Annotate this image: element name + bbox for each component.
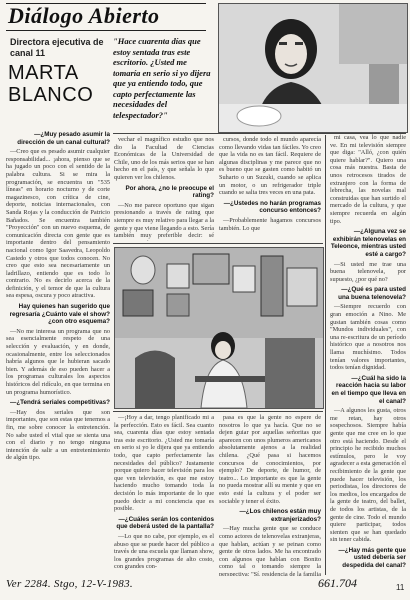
answer: mi casa, vea lo que nadie ve. En mi televisión siempre que diga: "Alló, ¿con quién quiere hablar?". Quiero una cosa más nuestra. Basta de unos retrocesos tirados de extranjero con la forma de lebrecha, las novelas mal construidas que han surtido el mercado de la cultura, y que siempre recuerda en algún tipo.	[330, 134, 406, 225]
question: —¿Alguna vez se exhibirán telenovelas en Teleonce, mientras usted esté a cargo?	[330, 228, 406, 258]
name-line-1: MARTA	[8, 62, 79, 84]
question: —¿Qué es para usted una buena telenovela?	[338, 286, 406, 301]
answer: —Siempre recuerdo con gran emoción a Nino. Me gustan también cosas como "Mundos individuales", con una re-escritura de un período histórico que a nosotros nos llama muchísimo. Todos tenían valores importantes, todos tenían dignidad.	[330, 303, 406, 372]
column-6	[219, 414, 321, 576]
question: Por ahora, ¿no le preocupe el rating?	[125, 184, 214, 200]
interviewee-name	[8, 62, 113, 106]
answer: —A algunos les gusta, otros me retan, hay otros sospechosos. Siempre había gente que me cree en lo que otro está haciendo. Desde el principio he recibido muchos estímulos, pero le voy agradecer a esta generación el recibimiento de la gente que puede hacer televisión, los periodistas, los directores de los medios, los encargados de la gente de teatro, del ballet, de todos los artistas, de la gente de cine. Todo el mundo quiere participar, todos sienten que se han quedado sin tener cabida.	[330, 407, 406, 544]
column-5	[114, 414, 214, 576]
page-number: 11	[396, 583, 405, 592]
answer: —Hay dos seriales que son importantes, que son estas que tenemos a fin, me sobre conocer la entretención. No sabe usted el vital que se sienta una con el diario y no tengo ninguna intención de salir a un entretenimiento de algún tipo.	[6, 408, 110, 462]
answer: cursos, donde todo el mundo aparecía como llevando vidas tan fáciles. Yo creo que la vida no es tan fácil. Requiere de algunas disciplinas y me parece que no es bueno que se gasten como habitó un Suharto o un Suzuki, cuando se aplica un motor, o un refrigerador triple cuando se salta tres veces en una pata.	[219, 136, 321, 197]
divider-bottom	[113, 411, 323, 412]
archive-code: 661.704	[318, 576, 357, 590]
section-title: Diálogo Abierto	[8, 3, 160, 28]
answer: —Lo que no cabe, por ejemplo, es el abuso que se puede hacer del público a través de una escuela que llaman show, los grandes programas de alto costo, con grandes con-	[114, 532, 214, 571]
column-1	[6, 128, 110, 576]
answer: vechar el magnífico estudio que nos dio la Facultad de Ciencias Económicas de la Universidad de Chile, uno de los más serios que se han hecho en el país, y que señala lo que quieren ver los chilenos.	[114, 136, 214, 181]
question: —¿Ustedes no harán programas concurso entonces?	[223, 199, 321, 215]
office-photo	[114, 247, 324, 409]
question: —¿Muy pesado asumir la dirección de un canal cultural?	[17, 131, 110, 146]
answer: —Creo que es pesado asumir cualquier responsabilidad... ¡ahora, pienso que se ha jugado un poco con el sentido de la palabra cultura. Si se mira la programación, se encuentra un "535 líneas" en horario nocturno y de corte magazinesco, con crítica de cine, deporte, noticias internacionales, con Sanda Rojas y la conducción de Patricio Bañados. Se encuentra también "Proyección" con un nuevo esquema, de comunicación directa con gente que es importante dentro del pensamiento nacional como Igor Saavedra, Leopoldo Castedo y otros que todos conocen. No creo que esto sea necesariamente un ladrillazo, entiendo que es todo lo contrario. No es decirlo acerca de la definición, y el temor de que la cultura sea espesa, oscura y poco atractiva.	[6, 148, 110, 300]
question: Hay quienes han sugerido que regresaría ¿Cuánto vale el show? ¿con otro esquema?	[9, 303, 110, 326]
question: —¿Cuál ha sido la reacción hacia su labor en el tiempo que lleva en el canal?	[331, 374, 406, 405]
answer: —Hay mucha gente que se conduce como actores de telenovelas extranjeras, que hablan, actúan y se peinan como gente de otros lados. Me ha encontrado con algunos que hablan con Bonito como tal o tomando siempre la perspectiva: "Sí, residencia de la familia	[219, 525, 321, 576]
column-2	[114, 136, 214, 241]
column-3	[219, 136, 321, 241]
question: —¿Hay más gente que usted debería ser despedida del canal?	[338, 546, 406, 570]
question: —¿Los chilenos están muy extranjerizados?	[239, 508, 321, 523]
answer: pasa es que la gente no espere de nosotros lo que ya hacía. Que no se dejen guiar por aquellas señoritas que aparecen con unos plumeros americanos absolutamente ajenos a la realidad chilena. ¿Qué pasa si hacemos concursos de conocimientos, por ejemplo? De deporte, de humor, de teatro... Lo importante es que la gente no pueda mostrar allí su mente y que en esto esté la cultura y el poder ser sociable y tener el éxito.	[219, 414, 321, 505]
question: —¿Tendrá seriales competitivas?	[10, 399, 110, 407]
portrait-illustration	[219, 4, 407, 132]
portrait-photo	[218, 3, 408, 133]
handwritten-archive-note: Ver 2284. Stgo, 12-V-1983.	[6, 578, 133, 590]
answer: —No me interesa un programa que no sea esencialmente respeto de una selección y evaluación, y en donde, ocasionalmente, entre los seleccionados habría algunos que le hubieran sacado bien. Y además de eso pueden hacer a los programas culturales los aspectos históricos del ridículo, en que termina en un programa humorístico.	[6, 327, 110, 396]
question: —¿Cuáles serán los contenidos que deberá usted de la pantalla?	[116, 515, 214, 531]
answer: —Si usted me trae una buena telenovela, por supuesto, ¿por qué no?	[330, 260, 406, 283]
answer: —Probablemente hagamos concursos también. Lo que	[219, 216, 321, 232]
column-divider	[325, 135, 326, 575]
column-4	[330, 134, 406, 572]
answer: —¡Hoy a dar, tengo planificado mi a la perfección. Esto es fácil. Sea cuanto sea, cuarenta días que estoy sentada tras este escritorio. ¿Usted me tomaría en serio si yo le dijera que ya entiendo todo, que capto perfectamente las necesidades del público? Justamente porque quiero hacer televisión para los que ven televisión, es que me estoy haciendo mucho tomando toda la decisión lo más importante de lo que puedo decir a mi conciencia que es posible.	[114, 414, 214, 513]
name-line-2: BLANCO	[8, 84, 94, 106]
office-illustration	[115, 248, 323, 408]
pull-quote: "Hace cuarenta días que estoy sentada tras este escritorio. ¿Usted me tomaría en serio si yo dijera que ya entiendo todo, que capto perfectamente las necesidades del telespectador?"	[113, 36, 211, 120]
kicker: Directora ejecutiva de canal 11	[10, 37, 104, 58]
divider-mid	[113, 243, 323, 244]
answer: —No me parece oportuno que sigan presionando a través de rating que siempre es muy relativo para llegar a la gente y que viene llegando a esto. Sería también muy preferible decir: sé	[114, 201, 214, 240]
